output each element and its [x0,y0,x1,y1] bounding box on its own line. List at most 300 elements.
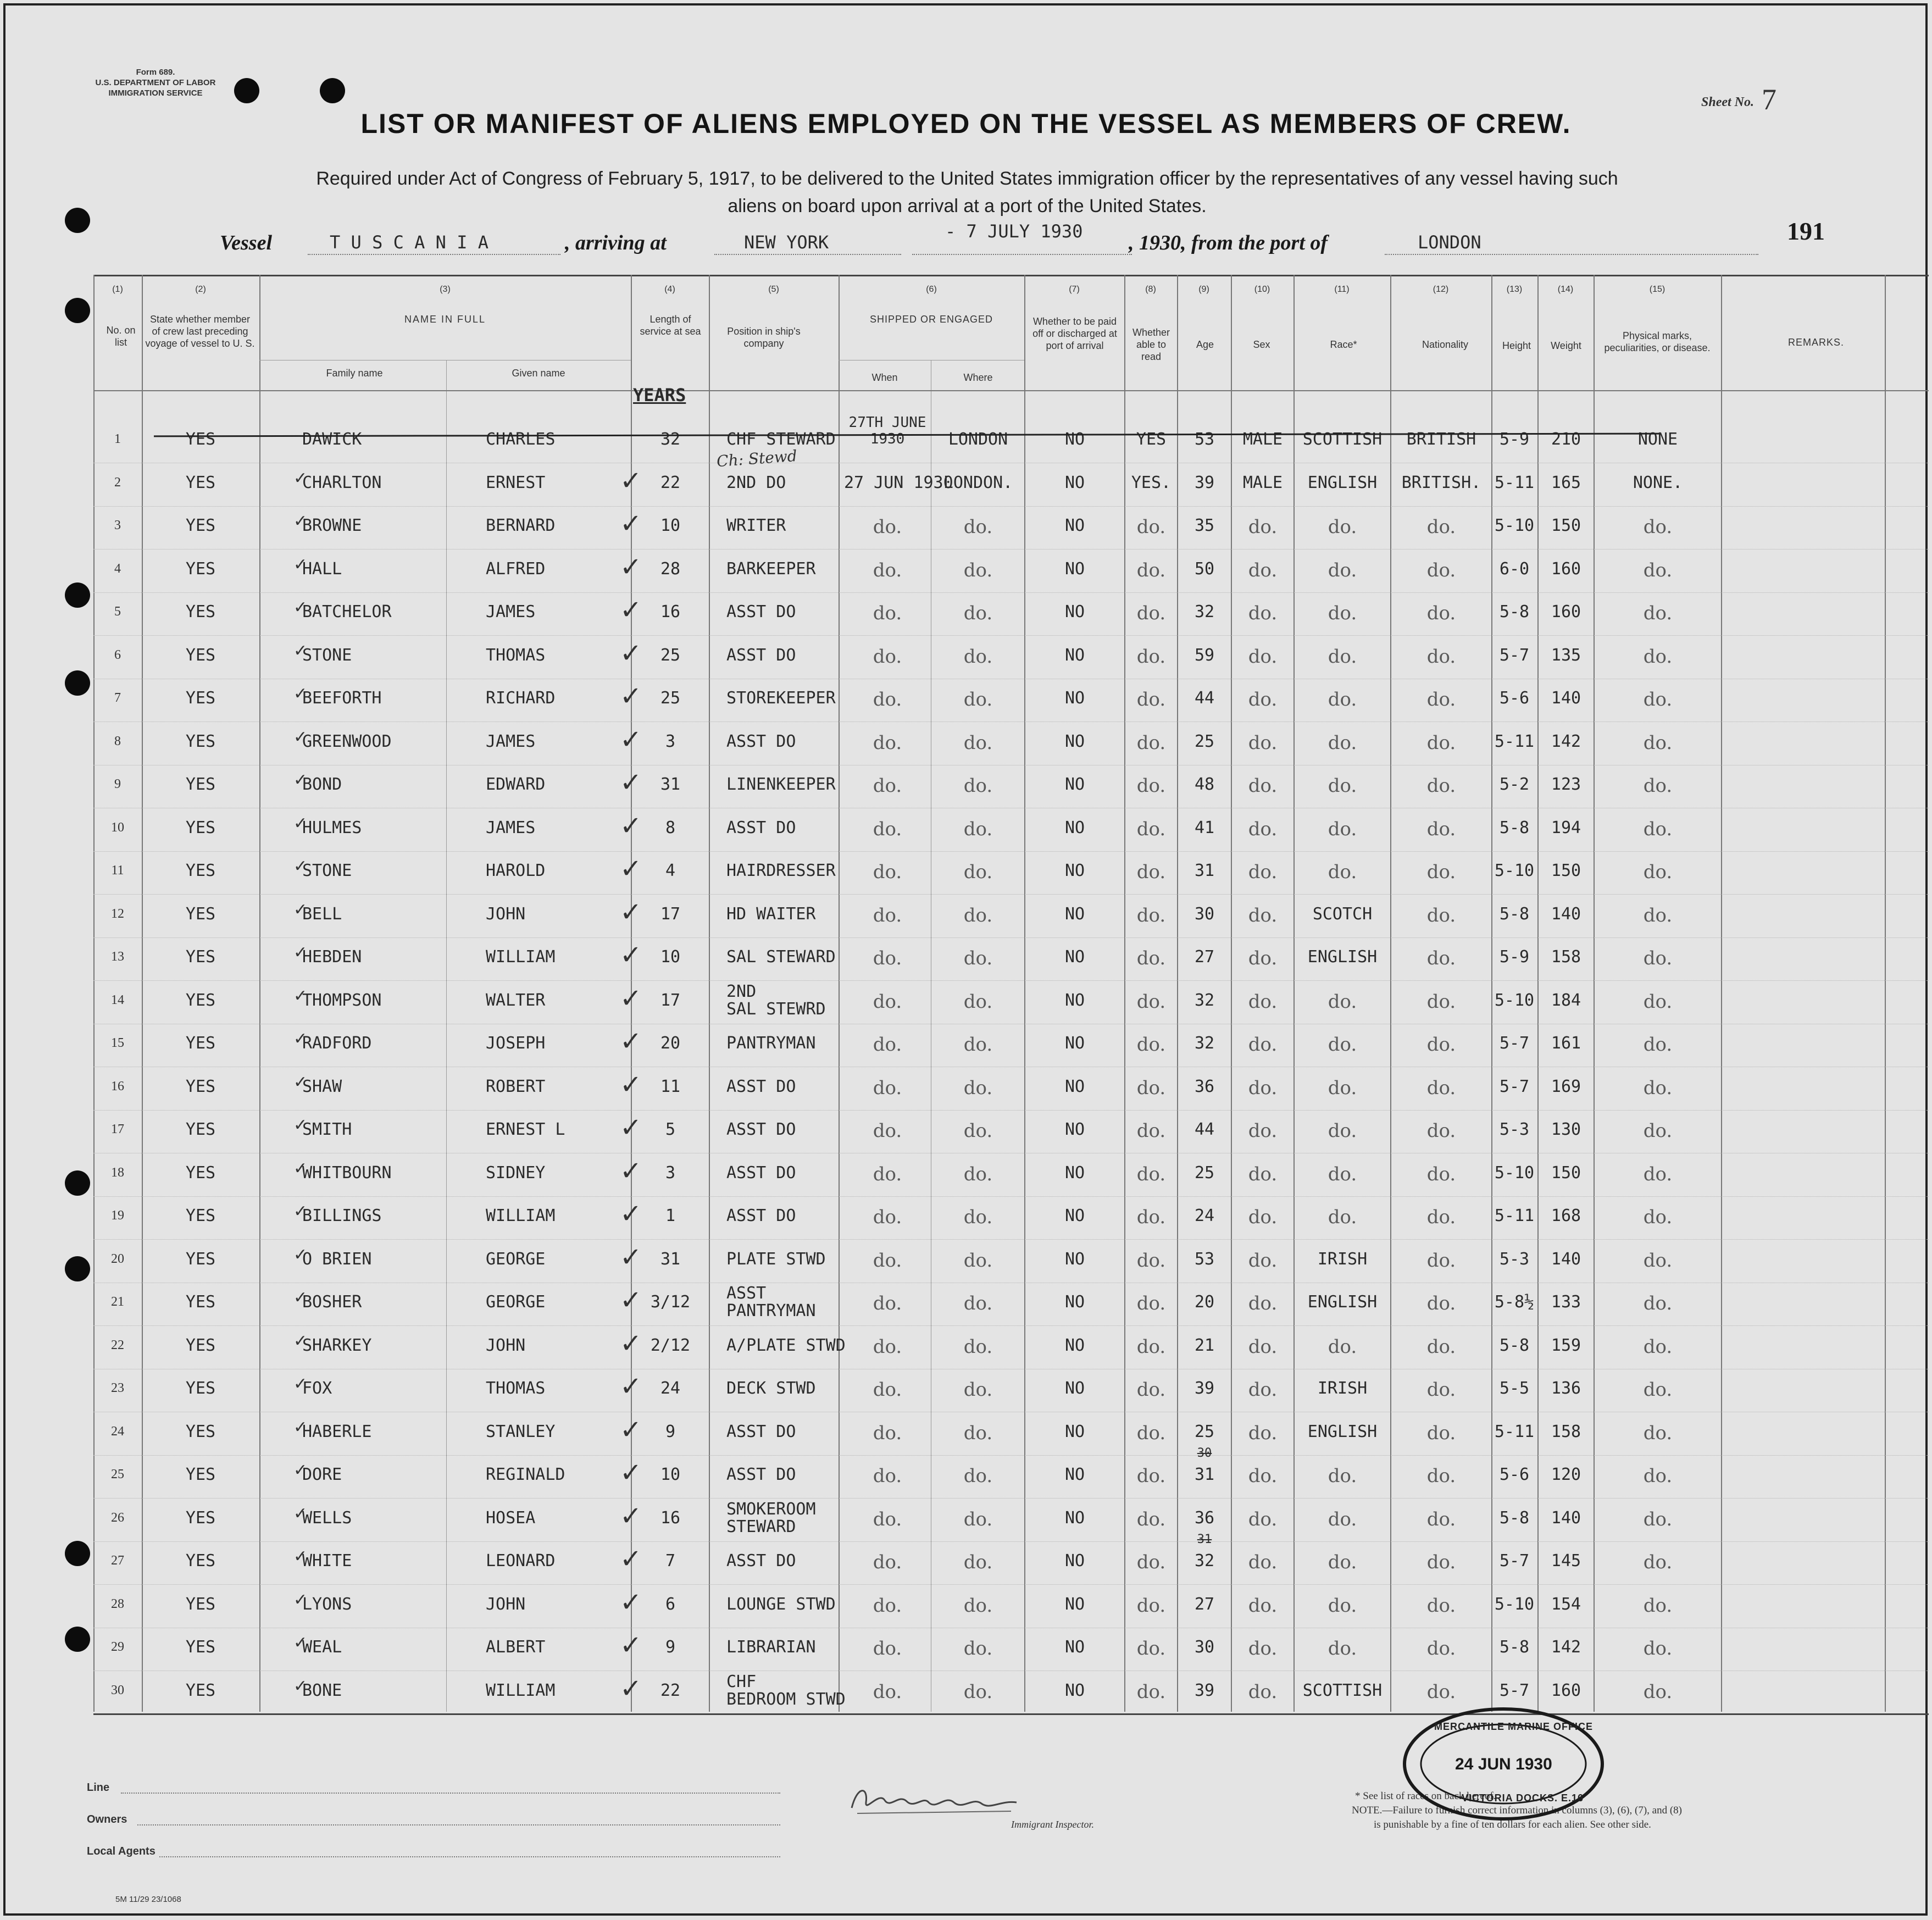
cell-where: do. [963,1508,993,1530]
row-number: 28 [111,1596,124,1611]
check-mark-icon: ✓ [293,512,308,531]
cell-length: 32 [660,430,681,449]
cell-nationality: do. [1426,602,1456,624]
cell-race: do. [1328,990,1357,1013]
service-name: IMMIGRATION SERVICE [108,88,203,98]
column-number: (5) [768,285,779,294]
cell-paid: NO [1064,775,1085,794]
cell-weight: 165 [1551,473,1581,492]
cell-height: 5-10 [1494,1594,1535,1614]
subtitle-line: aliens on board upon arrival at a port of the United States. [728,196,1207,217]
check-mark-icon: ✓ [620,1630,642,1661]
cell-weight: 150 [1551,516,1581,535]
row-number: 12 [111,906,124,921]
cell-sex: do. [1248,645,1278,668]
column-number: (11) [1334,285,1350,294]
cell-race: do. [1328,1551,1357,1573]
cell-given: LEONARD [486,1551,556,1571]
column-number: (2) [195,285,206,294]
row-rule [93,980,1929,981]
header-where: Where [963,372,993,383]
cell-when: do. [873,947,902,969]
cell-position: ASST DO [726,1163,796,1183]
cell-state: YES [185,1638,216,1657]
cell-position: STOREKEEPER [726,689,836,708]
cell-race: ENGLISH [1307,947,1378,967]
cell-height: 5-8 [1499,1508,1530,1528]
form-identifier [65,67,246,98]
cell-length: 10 [660,1465,681,1484]
cell-family: LYONS [302,1594,352,1614]
note-line: is punishable by a fine of ten dollars for each alien. See other side. [1374,1819,1651,1830]
binder-hole [65,208,90,233]
row-number: 9 [114,777,121,791]
cell-read: YES [1136,430,1167,449]
cell-position: HAIRDRESSER [726,861,836,880]
cell-where: do. [963,904,993,926]
cell-height: 5-11 [1494,473,1535,492]
cell-given: BERNARD [486,516,556,535]
cell-weight: 159 [1551,1335,1581,1355]
column-number: (1) [112,285,123,294]
cell-nationality: do. [1426,990,1456,1013]
row-number: 26 [111,1510,124,1525]
cell-weight: 150 [1551,1163,1581,1183]
cell-given: THOMAS [486,645,546,665]
cell-when: 27 JUN 1930 [844,473,953,492]
cell-paid: NO [1064,1680,1085,1700]
cell-read: do. [1136,775,1166,797]
cell-where: do. [963,947,993,969]
row-number: 10 [111,820,124,835]
cell-length: 5 [665,1120,676,1139]
cell-race: ENGLISH [1307,1292,1378,1312]
cell-where: do. [963,1680,993,1703]
cell-length: 4 [665,861,676,880]
column-rule [1885,275,1886,1712]
cell-family: WHITE [302,1551,352,1571]
cell-where: do. [963,1163,993,1185]
cell-position: ASST DO [726,1422,796,1441]
note-line: * See list of races on back hereof. [1355,1790,1496,1802]
cell-sex: do. [1248,731,1278,754]
cell-paid: NO [1064,1335,1085,1355]
cell-when: do. [873,1379,902,1401]
cell-when: do. [873,904,902,926]
cell-nationality: do. [1426,1335,1456,1358]
cell-when: do. [873,1465,902,1487]
subtitle-line: Required under Act of Congress of February 5, 1917, to be delivered to the United States immigration officer by the representatives of any vessel having such [316,168,1618,189]
cell-where: do. [963,1206,993,1228]
struck-age-value: 31 [1197,1533,1212,1546]
cell-age: 48 [1194,775,1215,794]
cell-sex: do. [1248,1163,1278,1185]
check-mark-icon: ✓ [293,770,308,790]
cell-given: ALFRED [486,559,546,579]
row-number: 17 [111,1122,124,1136]
cell-physical: do. [1643,818,1673,840]
cell-length: 17 [660,990,681,1010]
cell-family: WEAL [302,1638,342,1657]
cell-given: ERNEST [486,473,546,492]
column-number: (10) [1254,285,1270,294]
cell-paid: NO [1064,990,1085,1010]
cell-where: do. [963,1379,993,1401]
check-mark-icon: ✓ [293,641,308,661]
cell-height: 5-11 [1494,1422,1535,1441]
check-mark-icon: ✓ [293,857,308,876]
cell-weight: 123 [1551,775,1581,794]
cell-sex: do. [1248,516,1278,538]
cell-length: 31 [660,775,681,794]
cell-state: YES [185,1465,216,1484]
subcolumn-rule [446,360,447,1712]
cell-when: 27TH JUNE 1930 [848,414,926,447]
check-mark-icon: ✓ [620,1328,642,1359]
cell-age: 39 [1194,473,1215,492]
cell-length: 17 [660,904,681,924]
cell-nationality: BRITISH [1406,430,1476,449]
cell-when: do. [873,1076,902,1099]
cell-read: do. [1136,1680,1166,1703]
header-weight: Weight [1551,340,1581,351]
cell-sex: do. [1248,1379,1278,1401]
cell-length: 16 [660,602,681,621]
cell-weight: 120 [1551,1465,1581,1484]
cell-age: 21 [1194,1335,1215,1355]
check-mark-icon: ✓ [620,1285,642,1316]
cell-age: 25 [1194,731,1215,751]
header-name-in-full: NAME IN FULL [404,314,486,325]
cell-paid: NO [1064,1508,1085,1528]
cell-weight: 145 [1551,1551,1581,1571]
cell-race: do. [1328,1076,1357,1099]
cell-nationality: do. [1426,1594,1456,1617]
check-mark-icon: ✓ [293,986,308,1006]
check-mark-icon: ✓ [620,1112,642,1143]
cell-race: do. [1328,559,1357,581]
cell-when: do. [873,645,902,668]
cell-given: ERNEST L [486,1120,565,1139]
cell-position: LOUNGE STWD [726,1594,836,1614]
cell-read: do. [1136,861,1166,883]
row-number: 14 [111,992,124,1007]
stamp-location-text: VICTORIA DOCKS. E.16 [1462,1793,1584,1804]
cell-physical: do. [1643,904,1673,926]
cell-age: 53 [1194,430,1215,449]
vessel-label: Vessel [220,231,272,254]
cell-nationality: do. [1426,1034,1456,1056]
cell-read: do. [1136,1551,1166,1573]
binder-hole [65,582,90,608]
check-mark-icon: ✓ [293,684,308,703]
cell-when: do. [873,1551,902,1573]
row-rule [93,1541,1929,1542]
cell-where: do. [963,1465,993,1487]
cell-physical: do. [1643,602,1673,624]
cell-family: SHARKEY [302,1335,372,1355]
cell-weight: 142 [1551,1638,1581,1657]
dotted-rule [1385,254,1758,255]
cell-paid: NO [1064,430,1085,449]
cell-nationality: do. [1426,1249,1456,1272]
check-mark-icon: ✓ [293,1374,308,1394]
cell-family: STONE [302,645,352,665]
cell-paid: NO [1064,1120,1085,1139]
cell-paid: NO [1064,602,1085,621]
cell-read: do. [1136,602,1166,624]
cell-state: YES [185,731,216,751]
inspector-signature [846,1780,1022,1819]
cell-paid: NO [1064,1076,1085,1096]
cell-given: WILLIAM [486,1206,556,1225]
cell-when: do. [873,689,902,711]
row-number: 3 [114,518,121,532]
cell-age: 36 [1194,1076,1215,1096]
check-mark-icon: ✓ [293,468,308,488]
cell-physical: do. [1643,990,1673,1013]
cell-sex: do. [1248,861,1278,883]
cell-position: WRITER [726,516,786,535]
cell-given: WALTER [486,990,546,1010]
cell-state: YES [185,1120,216,1139]
cell-physical: do. [1643,1206,1673,1228]
cell-nationality: do. [1426,1379,1456,1401]
cell-age: 32 [1194,1551,1215,1571]
cell-paid: NO [1064,1638,1085,1657]
cell-physical: do. [1643,1379,1673,1401]
cell-given: ROBERT [486,1076,546,1096]
cell-length: 28 [660,559,681,579]
cell-paid: NO [1064,1249,1085,1269]
binder-hole [65,1541,90,1566]
cell-length: 3/12 [650,1292,691,1312]
row-number: 4 [114,561,121,576]
cell-read: do. [1136,1422,1166,1444]
cell-family: SHAW [302,1076,342,1096]
cell-nationality: do. [1426,1638,1456,1660]
cell-state: YES [185,818,216,837]
cell-position-second-line: STEWARD [726,1517,796,1536]
cell-physical: do. [1643,1680,1673,1703]
cell-position: ASST DO [726,731,796,751]
cell-given: THOMAS [486,1379,546,1398]
cell-family: BOSHER [302,1292,362,1312]
cell-position: ASST DO [726,1120,796,1139]
row-number: 27 [111,1553,124,1568]
year-port-label: , 1930, from the port of [1129,231,1328,254]
cell-when: do. [873,1120,902,1142]
cell-given: JAMES [486,731,536,751]
header-rule [93,390,1929,391]
cell-height: 5-8 [1499,1638,1530,1657]
row-number: 1 [114,432,121,446]
page-title: LIST OR MANIFEST OF ALIENS EMPLOYED ON THE VESSEL AS MEMBERS OF CREW. [360,108,1572,139]
row-rule [93,635,1929,636]
header-when: When [871,372,898,383]
arriving-port: NEW YORK [744,232,829,253]
header-remarks: REMARKS. [1787,337,1845,348]
cell-read: do. [1136,1292,1166,1314]
cell-position: LIBRARIAN [726,1638,816,1657]
check-mark-icon: ✓ [620,940,642,970]
cell-given: HOSEA [486,1508,536,1528]
cell-race: SCOTTISH [1302,430,1383,449]
cell-given: REGINALD [486,1465,565,1484]
cell-when: do. [873,559,902,581]
cell-sex: do. [1248,1249,1278,1272]
column-number: (9) [1198,285,1209,294]
cell-when: do. [873,775,902,797]
cell-where: do. [963,990,993,1013]
cell-sex: do. [1248,1120,1278,1142]
cell-position-second-line: SAL STEWRD [726,999,826,1019]
cell-position: CHF STEWARD [726,430,836,449]
row-rule [93,1239,1929,1240]
column-rule [93,275,95,1712]
cell-weight: 160 [1551,559,1581,579]
footer-owners-label: Owners [87,1813,127,1825]
header-race: Race* [1330,339,1357,350]
cell-length: 3 [665,1163,676,1183]
cell-where: do. [963,1034,993,1056]
check-mark-icon: ✓ [620,1457,642,1488]
cell-state: YES [185,559,216,579]
cell-race: ENGLISH [1307,1422,1378,1441]
check-mark-icon: ✓ [620,1069,642,1100]
cell-age: 30 [1194,1638,1215,1657]
cell-physical: do. [1643,861,1673,883]
cell-when: do. [873,1508,902,1530]
cell-weight: 158 [1551,947,1581,967]
cell-race: do. [1328,1206,1357,1228]
column-number: (14) [1557,285,1574,294]
row-rule [93,1455,1929,1456]
cell-race: do. [1328,1638,1357,1660]
cell-age: 25 [1194,1422,1215,1441]
column-rule [259,275,260,1712]
cell-physical: do. [1643,1594,1673,1617]
cell-position-second-line: PANTRYMAN [726,1301,816,1320]
cell-height: 5-10 [1494,990,1535,1010]
cell-family: BROWNE [302,516,362,535]
cell-race: do. [1328,731,1357,754]
cell-height: 5-8 [1499,818,1530,837]
cell-read: do. [1136,516,1166,538]
cell-length: 8 [665,818,676,837]
cell-read: do. [1136,1034,1166,1056]
check-mark-icon: ✓ [620,1241,642,1273]
cell-physical: do. [1643,645,1673,668]
row-rule [93,894,1929,895]
cell-paid: NO [1064,947,1085,967]
cell-race: do. [1328,1594,1357,1617]
cell-nationality: do. [1426,731,1456,754]
cell-physical: do. [1643,1034,1673,1056]
cell-height: 5-10 [1494,1163,1535,1183]
cell-nationality: do. [1426,1120,1456,1142]
header-state-member: State whether member of crew last preceding voyage of vessel to U. S. [145,314,255,349]
cell-given: JOHN [486,1335,526,1355]
cell-physical: do. [1643,1292,1673,1314]
cell-where: do. [963,645,993,668]
cell-height: 5-8½ [1494,1292,1535,1312]
cell-given: WILLIAM [486,947,556,967]
cell-state: YES [185,1594,216,1614]
cell-given: SIDNEY [486,1163,546,1183]
cell-when: do. [873,1638,902,1660]
cell-family: FOX [302,1379,332,1398]
cell-sex: do. [1248,1638,1278,1660]
cell-length: 2/12 [650,1335,691,1355]
cell-state: YES [185,430,216,449]
cell-where: do. [963,602,993,624]
cell-given: JOSEPH [486,1034,546,1053]
cell-family: BATCHELOR [302,602,392,621]
cell-age: 39 [1194,1379,1215,1398]
cell-where: LONDON [948,430,1008,449]
binder-hole [65,1170,90,1196]
dotted-rule [121,1793,780,1794]
cell-given: CHARLES [486,430,556,449]
cell-race: IRISH [1317,1379,1368,1398]
cell-family: HEBDEN [302,947,362,967]
check-mark-icon: ✓ [620,551,642,582]
cell-when: do. [873,1335,902,1358]
cell-read: do. [1136,559,1166,581]
cell-sex: do. [1248,1465,1278,1487]
cell-position: ASST DO [726,645,796,665]
cell-where: do. [963,1551,993,1573]
cell-position: BARKEEPER [726,559,816,579]
check-mark-icon: ✓ [620,724,642,755]
header-paid-off: Whether to be paid off or discharged at port of arrival [1032,316,1117,351]
check-mark-icon: ✓ [293,1029,308,1048]
check-mark-icon: ✓ [620,810,642,841]
cell-weight: 150 [1551,861,1581,880]
column-number: (4) [664,285,675,294]
cell-when: do. [873,516,902,538]
cell-where: do. [963,1292,993,1314]
cell-nationality: do. [1426,1206,1456,1228]
check-mark-icon: ✓ [620,637,642,669]
cell-given: EDWARD [486,775,546,794]
cell-age: 36 [1194,1508,1215,1528]
cell-state: YES [185,947,216,967]
cell-age: 31 [1194,1465,1215,1484]
cell-age: 27 [1194,947,1215,967]
cell-length: 7 [665,1551,676,1571]
cell-position: 2ND [726,981,757,1001]
cell-race: do. [1328,1034,1357,1056]
check-mark-icon: ✓ [293,1547,308,1566]
cell-where: do. [963,818,993,840]
cell-state: YES [185,1680,216,1700]
row-number: 8 [114,734,121,748]
cell-age: 27 [1194,1594,1215,1614]
cell-family: BELL [302,904,342,924]
cell-given: GEORGE [486,1292,546,1312]
cell-read: do. [1136,645,1166,668]
cell-state: YES [185,1034,216,1053]
cell-age: 39 [1194,1680,1215,1700]
check-mark-icon: ✓ [620,1673,642,1704]
cell-family: WHITBOURN [302,1163,392,1183]
cell-family: RADFORD [302,1034,372,1053]
cell-state: YES [185,904,216,924]
cell-when: do. [873,1034,902,1056]
cell-state: YES [185,1379,216,1398]
